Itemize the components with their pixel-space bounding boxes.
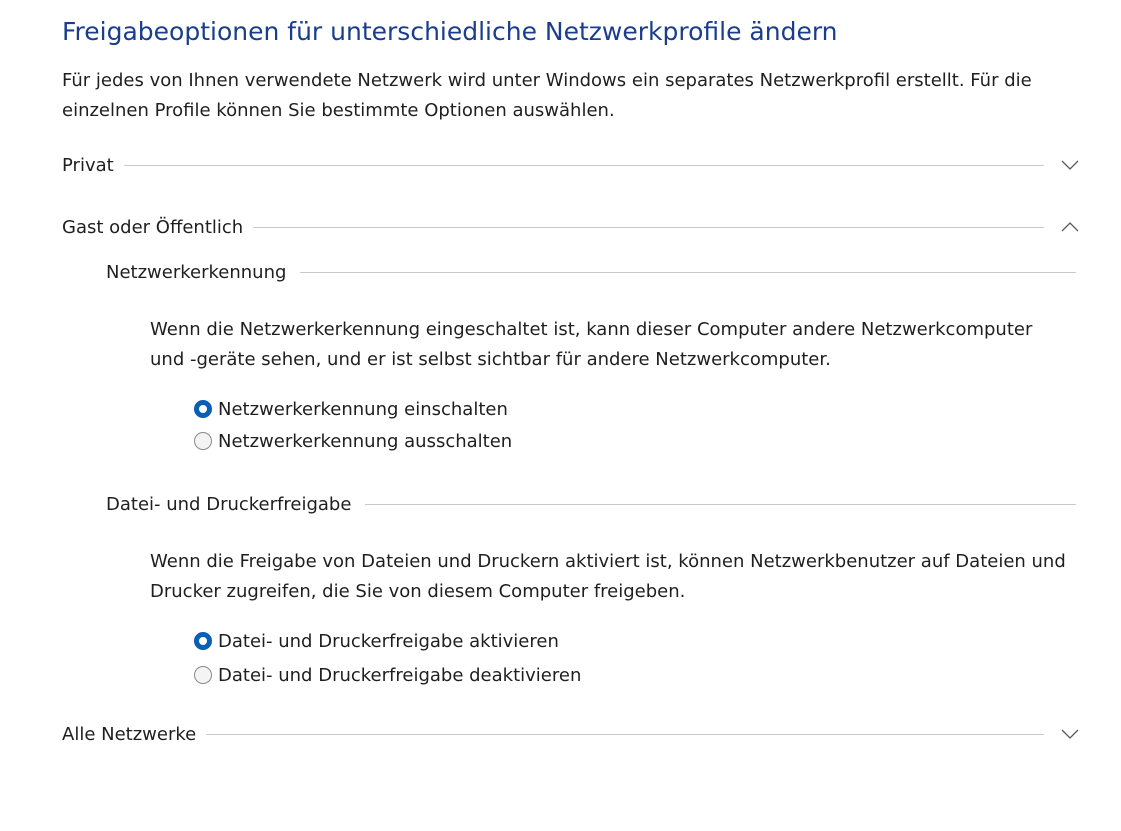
- file-printer-sharing-description: Wenn die Freigabe von Dateien und Druckern aktiviert ist, können Netzwerkbenutzer auf Dateien und Drucker zugreifen, die Sie von diesem Computer freigeben.: [150, 551, 1066, 602]
- chevron-down-icon[interactable]: [1044, 719, 1082, 749]
- profile-label-guest: Gast oder Öffentlich: [62, 216, 244, 238]
- chevron-up-icon[interactable]: [1044, 212, 1082, 242]
- section-divider: [300, 272, 1076, 273]
- profile-section-private[interactable]: [62, 150, 1082, 180]
- radio-label: Datei- und Druckerfreigabe aktivieren: [218, 630, 559, 652]
- radio-file-printer-sharing-on[interactable]: [194, 626, 559, 656]
- radio-unselected-icon[interactable]: [194, 666, 212, 684]
- radio-selected-icon[interactable]: [194, 400, 212, 418]
- section-divider: [206, 734, 1044, 735]
- subsection-file-printer-sharing: [106, 489, 1076, 519]
- radio-network-discovery-on[interactable]: [194, 394, 508, 424]
- network-discovery-description: Wenn die Netzwerkerkennung eingeschaltet ist, kann dieser Computer andere Netzwerkcomputer und -geräte sehen, und er ist selbst sichtbar für andere Netzwerkcomputer.: [150, 319, 1033, 370]
- radio-network-discovery-off[interactable]: [194, 426, 512, 456]
- radio-label: Netzwerkerkennung ausschalten: [218, 430, 513, 452]
- section-divider: [253, 227, 1044, 228]
- radio-unselected-icon[interactable]: [194, 432, 212, 450]
- section-divider: [365, 504, 1076, 505]
- section-divider: [124, 165, 1044, 166]
- profile-section-all-networks[interactable]: [62, 719, 1082, 749]
- chevron-down-icon[interactable]: [1044, 150, 1082, 180]
- radio-selected-icon[interactable]: [194, 632, 212, 650]
- radio-file-printer-sharing-off[interactable]: [194, 660, 581, 690]
- profile-section-guest[interactable]: [62, 212, 1082, 242]
- page-title: Freigabeoptionen für unterschiedliche Netzwerkprofile ändern: [62, 17, 838, 46]
- profile-label-all-networks: Alle Netzwerke: [62, 723, 197, 745]
- subsection-network-discovery: [106, 257, 1076, 287]
- profile-label-private: Privat: [62, 154, 114, 176]
- subsection-heading-network-discovery: Netzwerkerkennung: [106, 261, 287, 283]
- intro-text: Für jedes von Ihnen verwendete Netzwerk wird unter Windows ein separates Netzwerkprofil erstellt. Für die einzelnen Profile können Sie bestimmte Optionen auswählen.: [62, 70, 1032, 121]
- radio-label: Datei- und Druckerfreigabe deaktivieren: [218, 664, 582, 686]
- radio-label: Netzwerkerkennung einschalten: [218, 398, 508, 420]
- subsection-heading-file-printer-sharing: Datei- und Druckerfreigabe: [106, 493, 352, 515]
